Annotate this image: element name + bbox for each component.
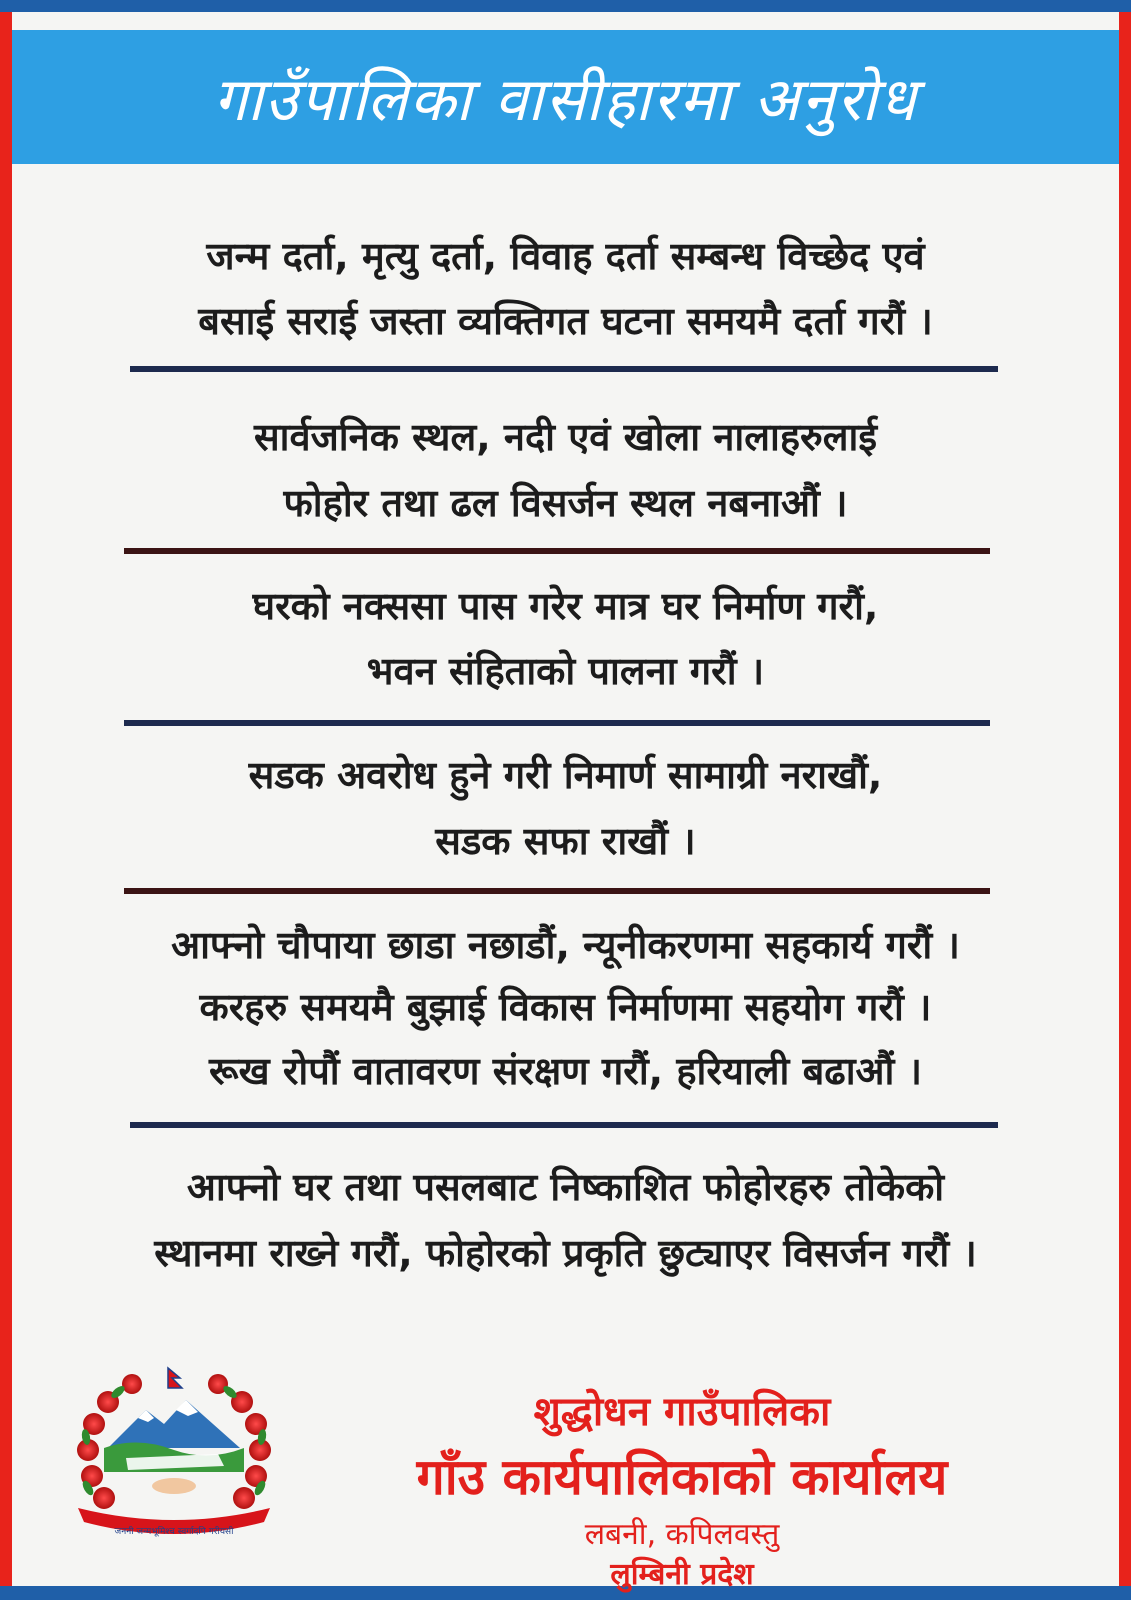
notice-6-line-1: आफ्नो घर तथा पसलबाट निष्काशित फोहोरहरु तोकेको bbox=[186, 1165, 945, 1209]
divider bbox=[124, 888, 990, 894]
divider bbox=[124, 720, 990, 726]
notice-2-line-1: सार्वजनिक स्थल, नदी एवं खोला नालाहरुलाई bbox=[253, 415, 878, 459]
notice-3-line-1: घरको नक्ससा पास गरेर मात्र घर निर्माण गरौं, bbox=[252, 584, 879, 628]
frame-left-red bbox=[0, 0, 12, 1600]
notice-1-line-1: जन्म दर्ता, मृत्यु दर्ता, विवाह दर्ता सम्बन्ध विच्छेद एवं bbox=[206, 234, 925, 278]
notice-4-line-2: सडक सफा राखौं । bbox=[435, 819, 696, 863]
municipality-name: शुद्धोधन गाउँपालिका bbox=[533, 1389, 831, 1435]
frame-top-blue bbox=[0, 0, 1131, 12]
notice-3-line-2: भवन संहिताको पालना गरौं । bbox=[366, 649, 765, 693]
office-name: गाँउ कार्यपालिकाको कार्यालय bbox=[416, 1448, 948, 1506]
notice-5-line-3: रूख रोपौं वातावरण संरक्षण गरौं, हरियाली बढाऔं । bbox=[208, 1049, 923, 1093]
divider bbox=[130, 366, 998, 372]
province-name: लुम्बिनी प्रदेश bbox=[610, 1557, 754, 1592]
notice-5-line-1: आफ्नो चौपाया छाडा नछाडौं, न्यूनीकरणमा सहकार्य गरौं । bbox=[171, 923, 960, 967]
notice-4-line-1: सडक अवरोध हुने गरी निमार्ण सामाग्री नराखौं, bbox=[248, 753, 883, 797]
notice-6-line-2: स्थानमा राख्ने गरौं, फोहोरको प्रकृति छुट्याएर विसर्जन गरौं । bbox=[154, 1231, 977, 1275]
notice-1-line-2: बसाई सराई जस्ता व्यक्तिगत घटना समयमै दर्ता गरौं । bbox=[198, 299, 933, 343]
frame-right-red bbox=[1119, 0, 1131, 1600]
divider bbox=[130, 1122, 998, 1128]
notice-poster bbox=[12, 12, 1119, 1592]
divider bbox=[124, 548, 990, 554]
poster-title: गाउँपालिका वासीहारमा अनुरोध bbox=[213, 65, 918, 135]
emblem-motto: जननी जन्मभूमिश्च स्वर्गादपि गरीयसी bbox=[114, 1527, 234, 1537]
nepal-emblem-icon bbox=[68, 1362, 280, 1548]
notice-2-line-2: फोहोर तथा ढल विसर्जन स्थल नबनाऔं । bbox=[283, 481, 848, 525]
office-location: लबनी, कपिलवस्तु bbox=[584, 1517, 780, 1552]
notice-5-line-2: करहरु समयमै बुझाई विकास निर्माणमा सहयोग गरौं । bbox=[199, 985, 932, 1029]
